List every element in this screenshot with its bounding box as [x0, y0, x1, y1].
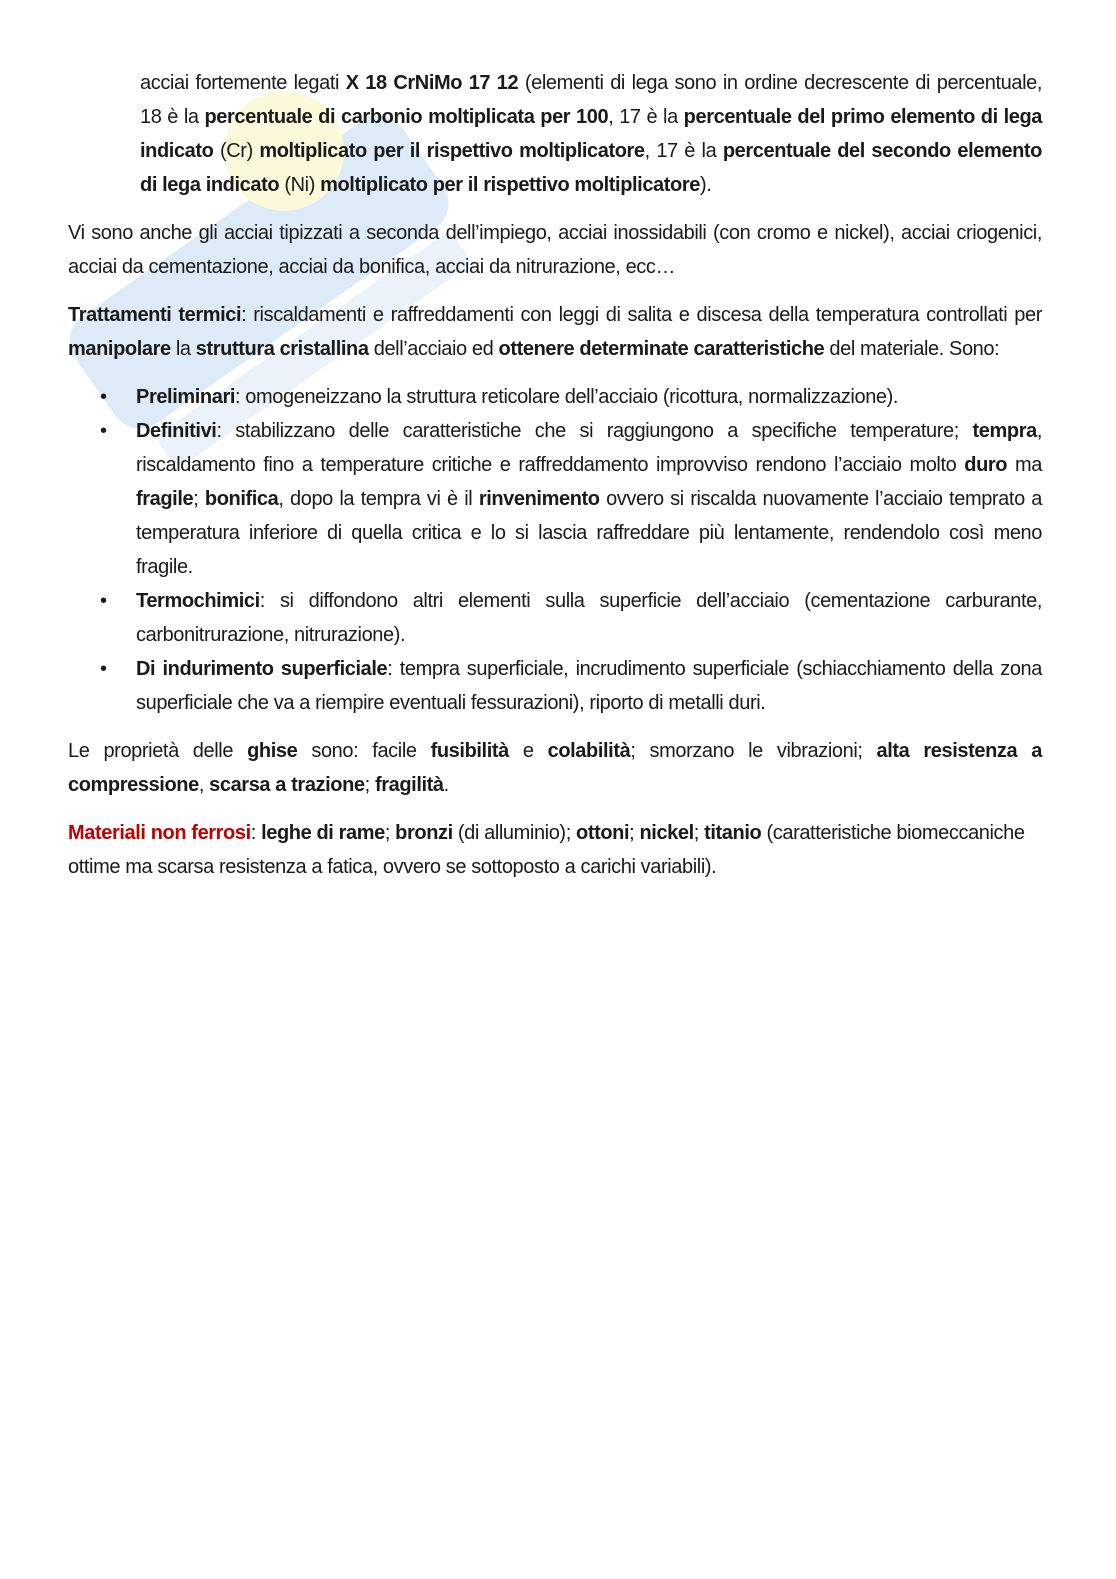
list-item: • Definitivi: stabilizzano delle caratteristiche che si raggiungono a specifiche temperature; tempra, riscaldamento fino a temperature critiche e raffreddamento improvviso rendono l’acciaio molto duro ma fragile; bonifica, dopo la tempra vi è il rinvenimento ovvero si riscalda nuovamente l’acciaio temprato a temperatura inferiore di quella critica e lo si lascia raffreddare più lentamente, rendendolo così meno fragile. [68, 414, 1042, 584]
list-item: • Preliminari: omogeneizzano la struttura reticolare dell’acciaio (ricottura, normalizzazione). [68, 380, 1042, 414]
heading-non-ferrous: Materiali non ferrosi [68, 822, 251, 844]
list-item: • Di indurimento superficiale: tempra superficiale, incrudimento superficiale (schiacchiamento della zona superficiale che va a riempire eventuali fessurazioni), riporto di metalli duri. [68, 652, 1042, 720]
paragraph-steel-designation: acciai fortemente legati X 18 CrNiMo 17 12 (elementi di lega sono in ordine decrescente di percentuale, 18 è la percentuale di carbonio moltiplicata per 100, 17 è la percentuale del primo elemento di lega indicato (Cr) moltiplicato per il rispettivo moltiplicatore, 17 è la percentuale del secondo elemento di lega indicato (Ni) moltiplicato per il rispettivo moltiplicatore). [140, 72, 1042, 196]
bullet-icon: • [100, 386, 107, 408]
paragraph-non-ferrous: Materiali non ferrosi: leghe di rame; bronzi (di alluminio); ottoni; nickel; titanio (caratteristiche biomeccaniche ottime ma scarsa resistenza a fatica, ovvero se sottoposto a carichi variabili). [68, 822, 1025, 878]
bullet-icon: • [100, 590, 107, 612]
list-item: • Termochimici: si diffondono altri elementi sulla superficie dell’acciaio (cementazione carburante, carbonitrurazione, nitrurazione). [68, 584, 1042, 652]
paragraph-cast-iron: Le proprietà delle ghise sono: facile fusibilità e colabilità; smorzano le vibrazioni; alta resistenza a compressione, scarsa a trazione; fragilità. [68, 740, 1042, 796]
paragraph-heat-treatments: Trattamenti termici: riscaldamenti e raffreddamenti con leggi di salita e discesa della temperatura controllati per manipolare la struttura cristallina dell’acciaio ed ottenere determinate caratteristiche del materiale. Sono: [68, 304, 1042, 360]
bullet-icon: • [100, 420, 107, 442]
bullet-icon: • [100, 658, 107, 680]
paragraph-typed-steels: Vi sono anche gli acciai tipizzati a seconda dell’impiego, acciai inossidabili (con cromo e nickel), acciai criogenici, acciai da cementazione, acciai da bonifica, acciai da nitrurazione, ecc… [68, 222, 1042, 278]
treatment-list [68, 380, 1042, 720]
document-page [68, 66, 1042, 898]
